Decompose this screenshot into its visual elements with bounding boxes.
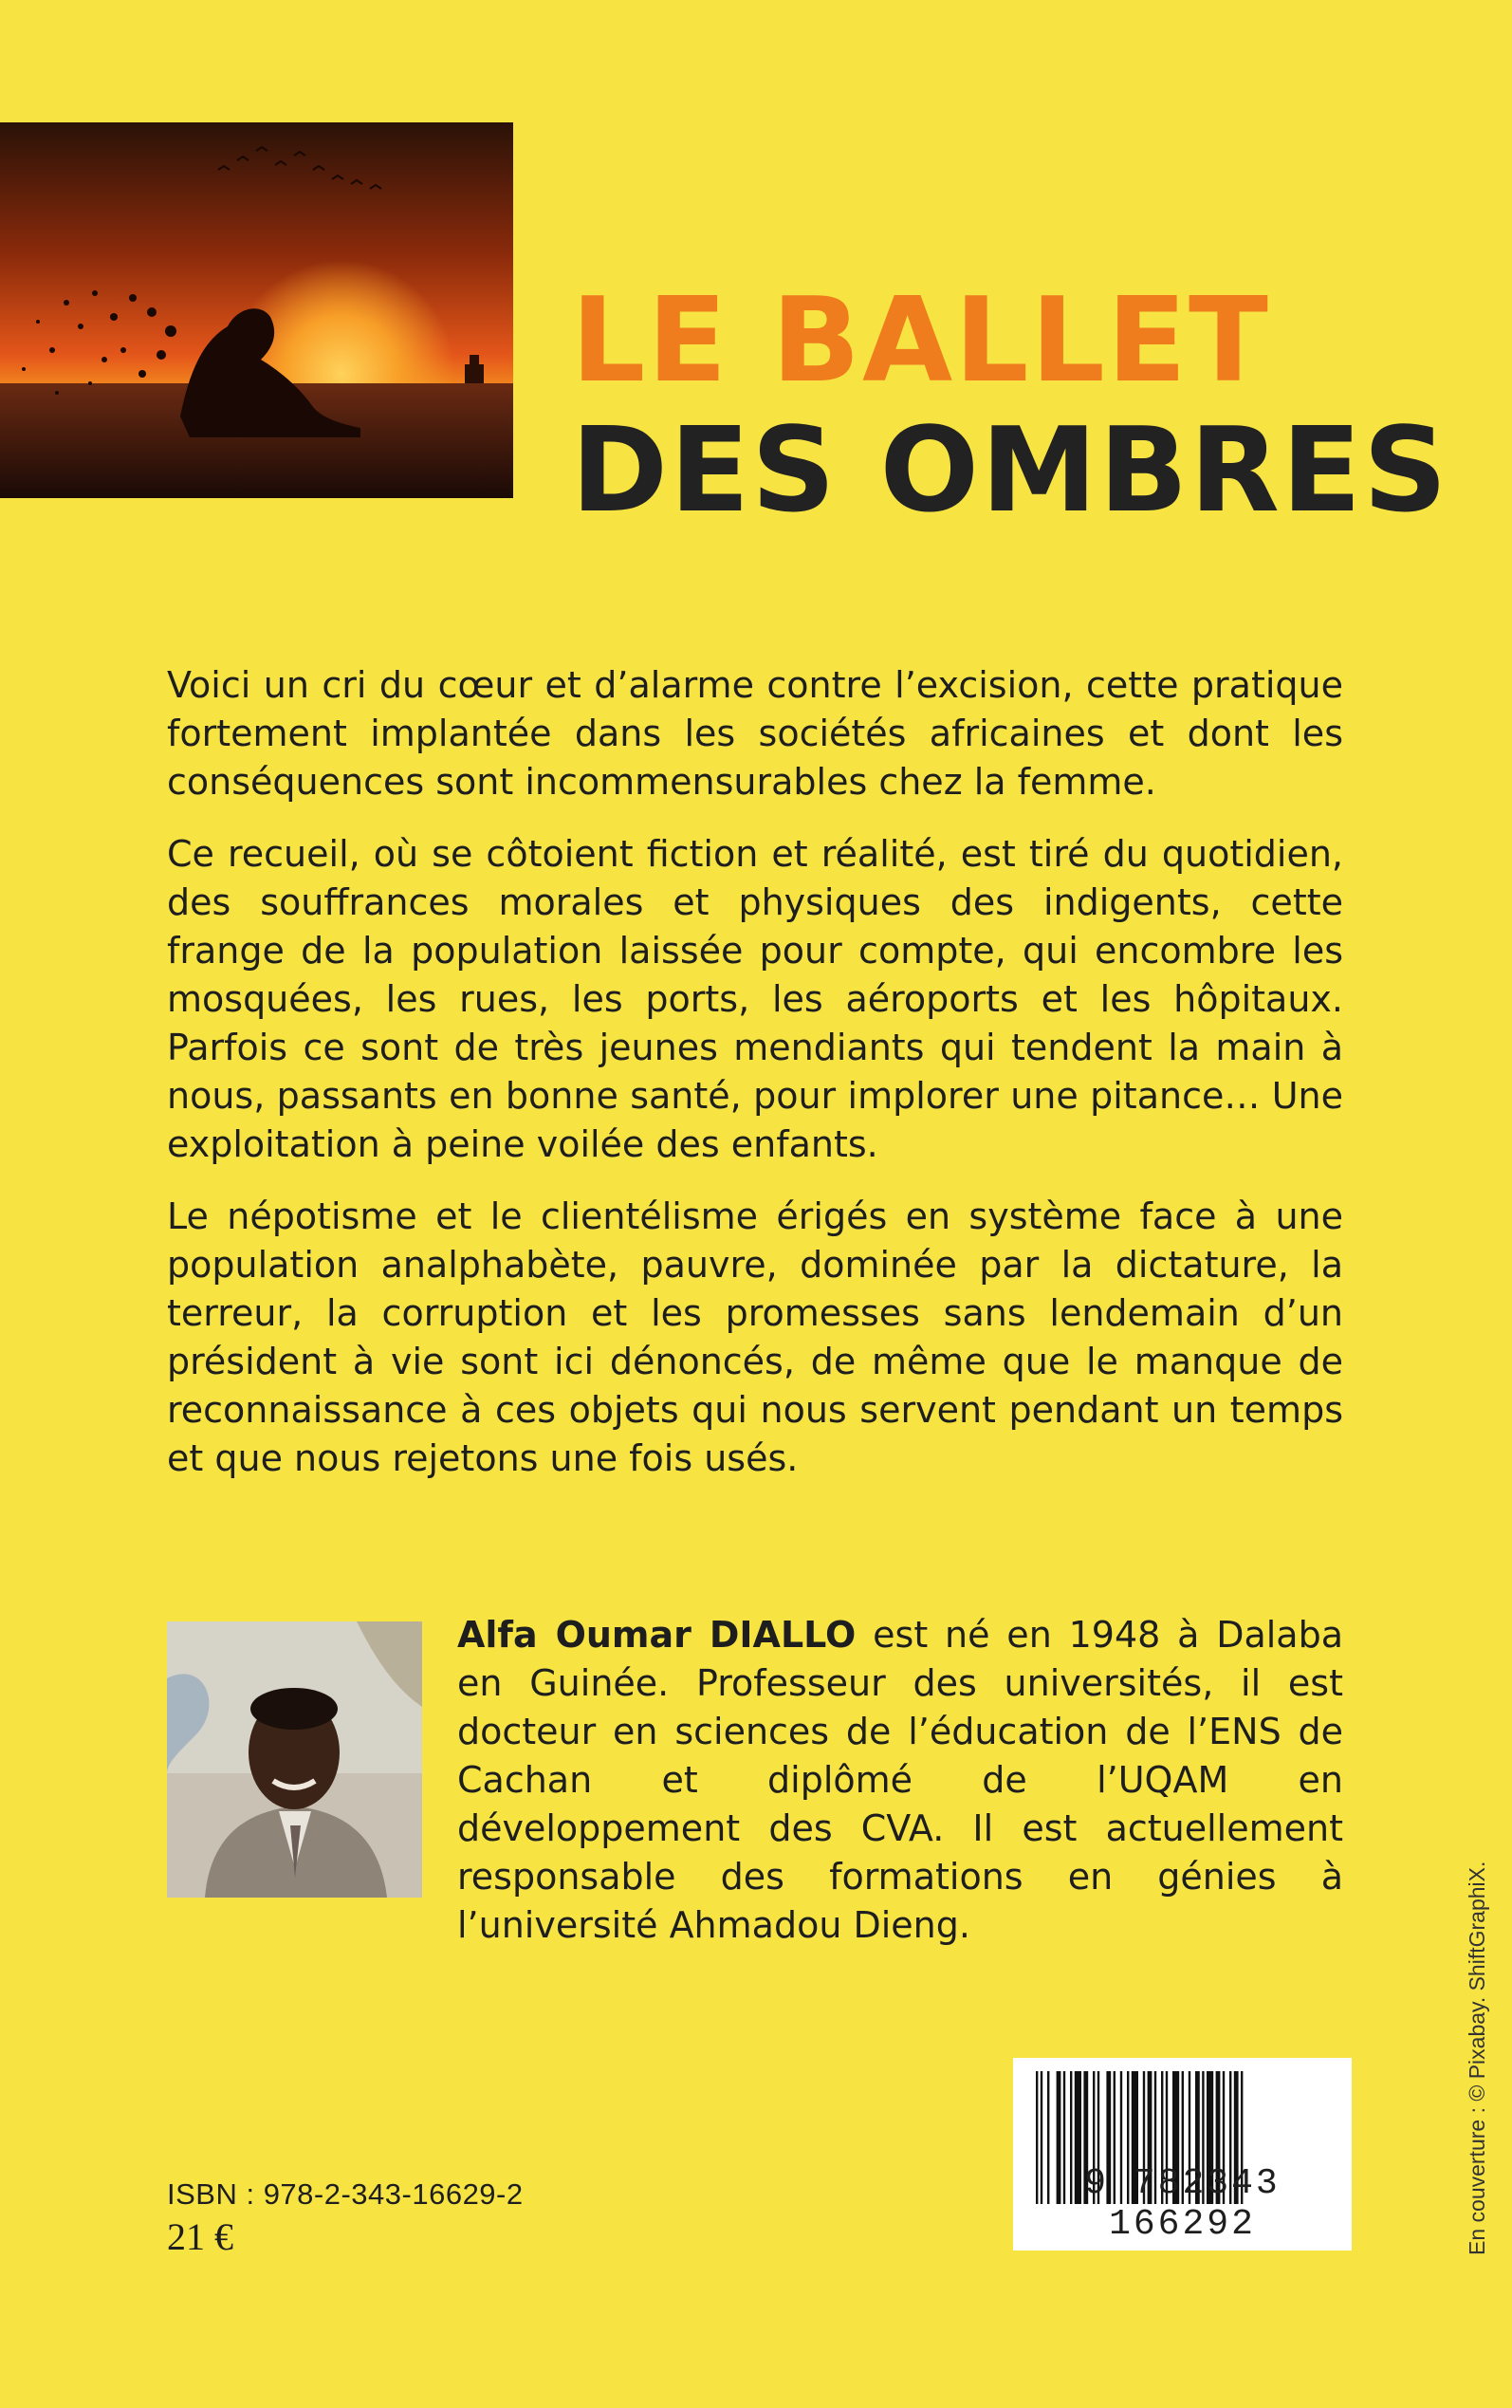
title-line-2: DES OMBRES	[571, 403, 1449, 539]
barcode	[1013, 2058, 1352, 2251]
cover-photo	[0, 122, 513, 498]
blurb-paragraph: Le népotisme et le clientélisme érigés en système face à une population analphabète, pauvre, dominée par la dictature, la terreur, la corruption et les promesses sans lendemain d’un président à vie sont ici dénoncés, de même que le manque de reconnaissance à ces objets qui nous servent pendant un temps et que nous rejetons une fois usés.	[167, 1195, 1343, 1479]
author-bio-text: est né en 1948 à Dalaba en Guinée. Professeur des universités, il est docteur en sciences de l’éducation de l’ENS de Cachan et diplômé de l’UQAM en développement des CVA. Il est actuellement responsable des formations en génies à l’université Ahmadou Dieng.	[457, 1614, 1343, 1946]
isbn: ISBN : 978-2-343-16629-2	[167, 2177, 524, 2211]
title-line-1: LE BALLET	[571, 273, 1270, 409]
barcode-digits: 9 782343 166292	[1084, 2163, 1281, 2245]
back-cover-blurb	[167, 661, 1343, 1507]
book-title	[571, 273, 1449, 539]
author-photo	[167, 1621, 422, 1898]
author-bio	[457, 1611, 1343, 1950]
author-name: Alfa Oumar DIALLO	[457, 1614, 857, 1656]
price: 21 €	[167, 2215, 233, 2258]
cover-credit: En couverture : © Pixabay. ShiftGraphiX.	[1465, 1861, 1489, 2255]
blurb-paragraph: Ce recueil, où se côtoient fiction et réalité, est tiré du quotidien, des souffrances morales et physiques des indigents, cette frange de la population laissée pour compte, qui encombre les mosquées, les rues, les ports, les aéroports et les hôpitaux. Parfois ce sont de très jeunes mendiants qui tendent la main à nous, passants en bonne santé, pour implorer une pitance… Une exploitation à peine voilée des enfants.	[167, 833, 1343, 1165]
blurb-paragraph: Voici un cri du cœur et d’alarme contre l’excision, cette pratique fortement implantée dans les sociétés africaines et dont les conséquences sont incommensurables chez la femme.	[167, 664, 1343, 803]
